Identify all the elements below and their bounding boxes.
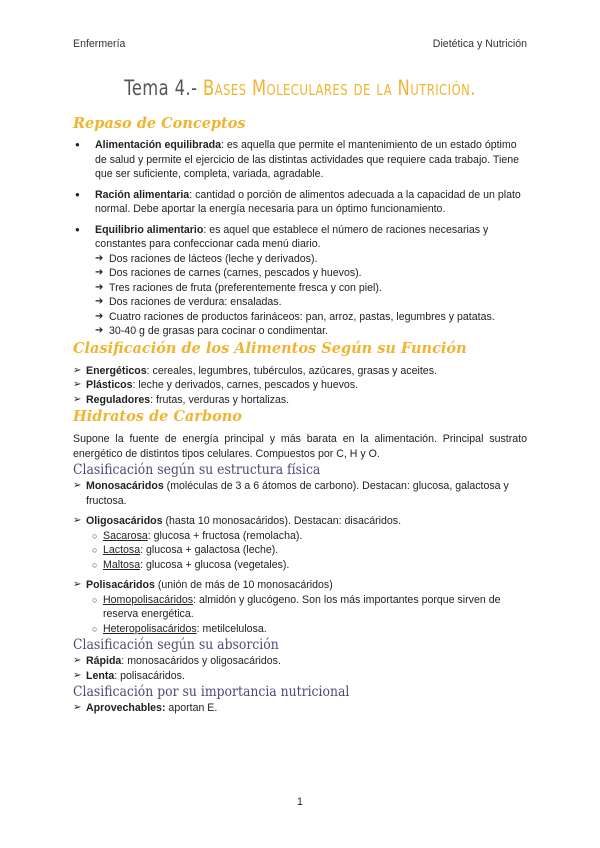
list-item: [73, 622, 527, 637]
content: [73, 114, 527, 716]
definition: : monosacáridos y oligosacáridos.: [121, 655, 281, 667]
heading-hidratos: Hidratos de Carbono: [73, 408, 242, 425]
list-item: [73, 593, 527, 622]
raciones-list: [84, 252, 527, 339]
list-item: [73, 364, 527, 379]
definition: : cereales, legumbres, tubérculos, azúcares, grasas y aceites.: [146, 364, 437, 377]
list-item: [73, 701, 527, 716]
list-item: [73, 543, 527, 558]
repaso-list: [84, 138, 527, 252]
definition: : es aquella que permite el mantenimiento de un estado óptimo de salud y permite el ejercicio de las distintas actividades que requiere cada trabajo. Tiene que ser suficiente, completa, variada, agradable.: [95, 139, 519, 180]
definition: : glucosa + fructosa (remolacha).: [147, 529, 303, 542]
list-item: ➔ 30-40 g de grasas para cocinar o condimentar.: [84, 324, 527, 339]
term: Polisacáridos: [86, 579, 155, 591]
page-number: 1: [297, 796, 303, 808]
definition: : cantidad o porción de alimentos adecuada a la capacidad de un plato normal. Debe aportar la energía necesaria para un óptimo funcionamiento.: [95, 188, 521, 215]
heading-absorcion: Clasificación según su absorción: [73, 637, 279, 653]
title-main: Bases Moleculares de la Nutrición.: [197, 76, 476, 100]
oligo-sublist: [73, 529, 527, 573]
term: Alimentación equilibrada: [95, 139, 221, 151]
list-item: [73, 393, 527, 408]
list-item: ➔ Cuatro raciones de productos farináceos: pan, arroz, pastas, legumbres y patatas.: [84, 310, 527, 325]
absorcion-list: [73, 654, 527, 683]
definition: : metilcelulosa.: [196, 622, 267, 635]
term: Energéticos: [86, 364, 147, 377]
term: Monosacáridos: [86, 480, 164, 492]
term: Plásticos: [86, 379, 133, 391]
definition: : almidón y glucógeno. Son los más importantes porque sirven de reserva energética.: [103, 593, 501, 620]
list-item: ➔ Dos raciones de verdura: ensaladas.: [84, 295, 527, 310]
list-item: ➔ Dos raciones de lácteos (leche y derivados).: [84, 252, 527, 267]
definition: : glucosa + galactosa (leche).: [140, 544, 279, 556]
heading-estructura: Clasificación según su estructura física: [73, 462, 321, 478]
term: Homopolisacáridos: [103, 593, 194, 606]
list-item: [73, 654, 527, 669]
list-item: [84, 188, 527, 217]
heading-repaso: Repaso de Conceptos: [73, 115, 246, 132]
list-item: [73, 578, 527, 593]
importancia-list: [73, 701, 527, 716]
header-right: Dietética y Nutrición: [432, 38, 527, 50]
poli-list: [73, 578, 527, 593]
list-item: [73, 514, 527, 529]
definition: aportan E.: [165, 702, 218, 714]
definition: : leche y derivados, carnes, pescados y huevos.: [132, 379, 359, 391]
list-item: [73, 479, 527, 508]
list-item: ➔ Dos raciones de carnes (carnes, pescados y huevos).: [84, 266, 527, 281]
list-item: [73, 378, 527, 393]
list-item: [73, 669, 527, 684]
header-left: Enfermería: [73, 38, 126, 50]
term: Lenta: [86, 669, 115, 682]
term: Heteropolisacáridos: [103, 622, 197, 635]
term: Rápida: [86, 655, 122, 667]
page-title: [66, 76, 534, 100]
term: Reguladores: [86, 393, 151, 406]
term: Equilibrio alimentario: [95, 223, 204, 236]
term: Aprovechables:: [86, 702, 166, 714]
term: Sacarosa: [103, 529, 148, 542]
list-item: [84, 138, 527, 182]
poli-sublist: [73, 593, 527, 637]
term: Maltosa: [103, 558, 141, 571]
estructura-list: [73, 479, 527, 529]
definition: (unión de más de 10 monosacáridos): [154, 579, 333, 591]
definition: : glucosa + glucosa (vegetales).: [140, 558, 290, 571]
heading-importancia: Clasificación por su importancia nutricional: [73, 684, 350, 700]
list-item: [73, 558, 527, 573]
list-item: [84, 223, 527, 252]
hidratos-intro: Supone la fuente de energía principal y más barata en la alimentación. Principal sustrato energético de distintos tipos celulares. Compuestos por C, H y O.: [73, 433, 527, 460]
definition: (moléculas de 3 a 6 átomos de carbono). Destacan: glucosa, galactosa y fructosa.: [86, 480, 509, 507]
definition: (hasta 10 monosacáridos). Destacan: disacáridos.: [162, 515, 402, 527]
term: Lactosa: [103, 544, 141, 556]
list-item: ➔ Tres raciones de fruta (preferentemente fresca y con piel).: [84, 281, 527, 296]
term: Oligosacáridos: [86, 515, 163, 527]
definition: : es aquel que establece el número de raciones necesarias y constantes para confeccionar cada menú diario.: [95, 223, 489, 250]
clasificacion-list: [73, 364, 527, 408]
title-prefix: Tema 4.-: [124, 76, 198, 100]
heading-clasificacion: Clasificación de los Alimentos Según su Función: [73, 339, 467, 357]
term: Ración alimentaria: [95, 188, 190, 201]
definition: : frutas, verduras y hortalizas.: [150, 393, 290, 406]
definition: : polisacáridos.: [114, 669, 185, 682]
list-item: [73, 529, 527, 544]
